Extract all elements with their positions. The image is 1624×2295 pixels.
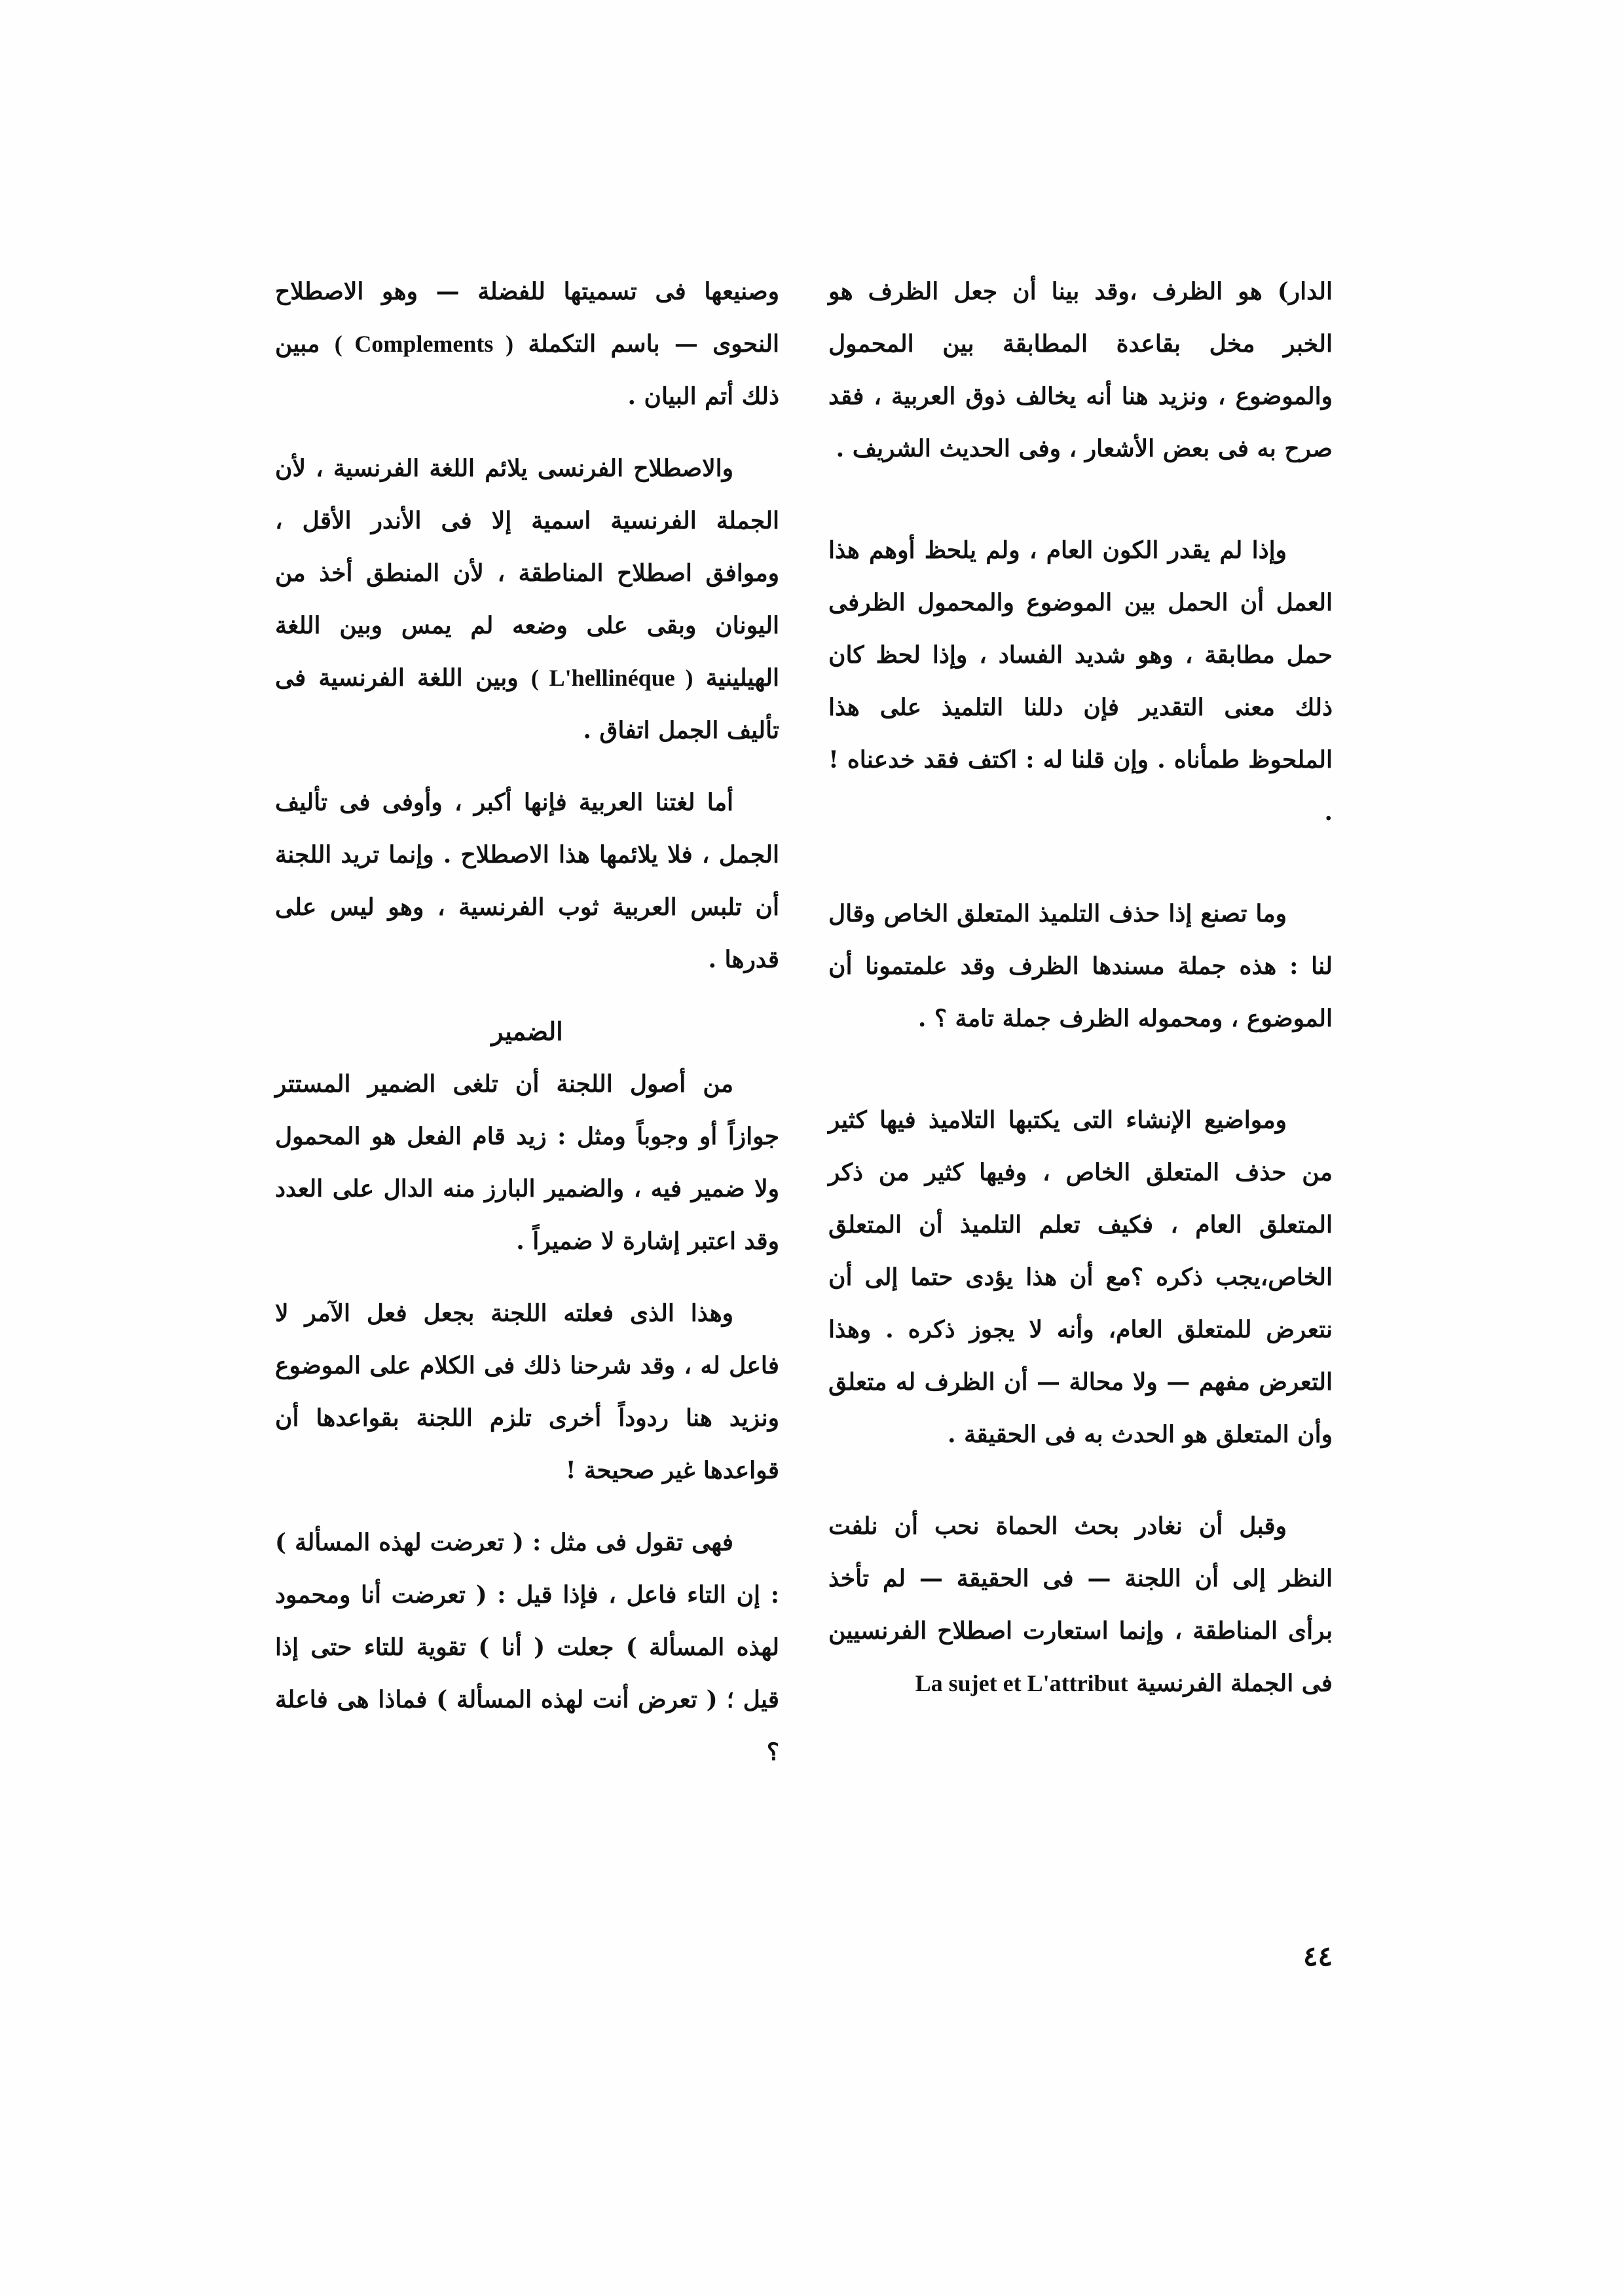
paragraph-text: والاصطلاح الفرنسى يلائم اللغة الفرنسية ، لأن الجملة الفرنسية اسمية إلا فى الأندر الأقل ، وموافق اصطلاح المناطقة ، لأن المنطق أخذ من اليونان وبقى على وضعه لم يمس وبين اللغة الهيلينية xyxy=(275,455,779,692)
left-column xyxy=(275,265,779,1778)
latin-term: La sujet et L'attribut xyxy=(915,1670,1128,1696)
section-heading: الضمير xyxy=(491,1017,563,1046)
paragraph: فهى تقول فى مثل : ( تعرضت لهذه المسألة ) : إن التاء فاعل ، فإذا قيل : ( تعرضت أنا ومحمود لهذه المسألة ) جعلت ( أنا ) تقوية للتاء حتى إذا قيل ؛ ( تعرض أنت لهذه المسألة ) فماذا هى فاعلة ؟ xyxy=(275,1529,779,1766)
paragraph: وهذا الذى فعلته اللجنة بجعل فعل الآمر لا فاعل له ، وقد شرحنا ذلك فى الكلام على الموضوع ونزيد هنا ردوداً أخرى تلزم اللجنة بقواعدها أن قواعدها غير صحيحة ! xyxy=(275,1299,779,1484)
paragraph-text: مبين ذلك أتم البيان . xyxy=(275,330,779,410)
paragraph xyxy=(275,265,779,422)
paragraph: وإذا لم يقدر الكون العام ، ولم يلحظ أوهم هذا العمل أن الحمل بين الموضوع والمحمول الظرفى حمل مطابقة ، وهو شديد الفساد ، وإذا لحظ كان ذلك معنى التقدير فإن دللنا التلميذ على هذا الملحوظ طمأناه . وإن قلنا له : اكتف فقد خدعناه ! . xyxy=(828,536,1333,826)
paragraph: ومواضيع الإنشاء التى يكتبها التلاميذ فيها كثير من حذف المتعلق الخاص ، وفيها كثير من ذكر المتعلق العام ، فكيف تعلم التلميذ أن المتعلق الخاص،يجب ذكره ؟مع أن هذا يؤدى حتما إلى أن نتعرض للمتعلق العام، وأنه لا يجوز ذكره . وهذا التعرض مفهم — ولا محالة — أن الظرف له متعلق وأن المتعلق هو الحدث به فى الحقيقة . xyxy=(828,1106,1333,1448)
paragraph: من أصول اللجنة أن تلغى الضمير المستتر جوازاً أو وجوباً ومثل : زيد قام الفعل هو المحمول ولا ضمير فيه ، والضمير البارز منه الدال على العدد وقد اعتبر إشارة لا ضميراً . xyxy=(275,1070,779,1255)
paragraph: وما تصنع إذا حذف التلميذ المتعلق الخاص وقال لنا : هذه جملة مسندها الظرف وقد علمتمونا أن الموضوع ، ومحموله الظرف جملة تامة ؟ . xyxy=(828,900,1333,1032)
paragraph: أما لغتنا العربية فإنها أكبر ، وأوفى فى تأليف الجمل ، فلا يلائمها هذا الاصطلاح . وإنما تريد اللجنة أن تلبس العربية ثوب الفرنسية ، وهو ليس على قدرها . xyxy=(275,789,779,973)
latin-term: ( L'hellinéque ) xyxy=(530,665,693,691)
right-column xyxy=(828,265,1333,1709)
paragraph xyxy=(828,1500,1333,1709)
latin-term: ( Complements ) xyxy=(334,331,514,357)
paragraph xyxy=(275,442,779,756)
page-number: ٤٤ xyxy=(1303,1940,1333,1972)
paragraph: الدار) هو الظرف ،وقد بينا أن جعل الظرف هو الخبر مخل بقاعدة المطابقة بين المحمول والموضوع ، ونزيد هنا أنه يخالف ذوق العربية ، فقد صرح به فى بعض الأشعار ، وفى الحديث الشريف . xyxy=(828,278,1333,462)
paragraph-text: وقبل أن نغادر بحث الحماة نحب أن نلفت النظر إلى أن اللجنة — فى الحقيقة — لم تأخذ برأى المناطقة ، وإنما استعارت اصطلاح الفرنسيين فى الجملة الفرنسية xyxy=(828,1512,1333,1697)
paragraph-text: وبين اللغة الفرنسية فى تأليف الجمل اتفاق . xyxy=(275,664,779,744)
paragraph-text: وصنيعها فى تسميتها للفضلة — وهو الاصطلاح النحوى — باسم التكملة xyxy=(275,278,779,358)
